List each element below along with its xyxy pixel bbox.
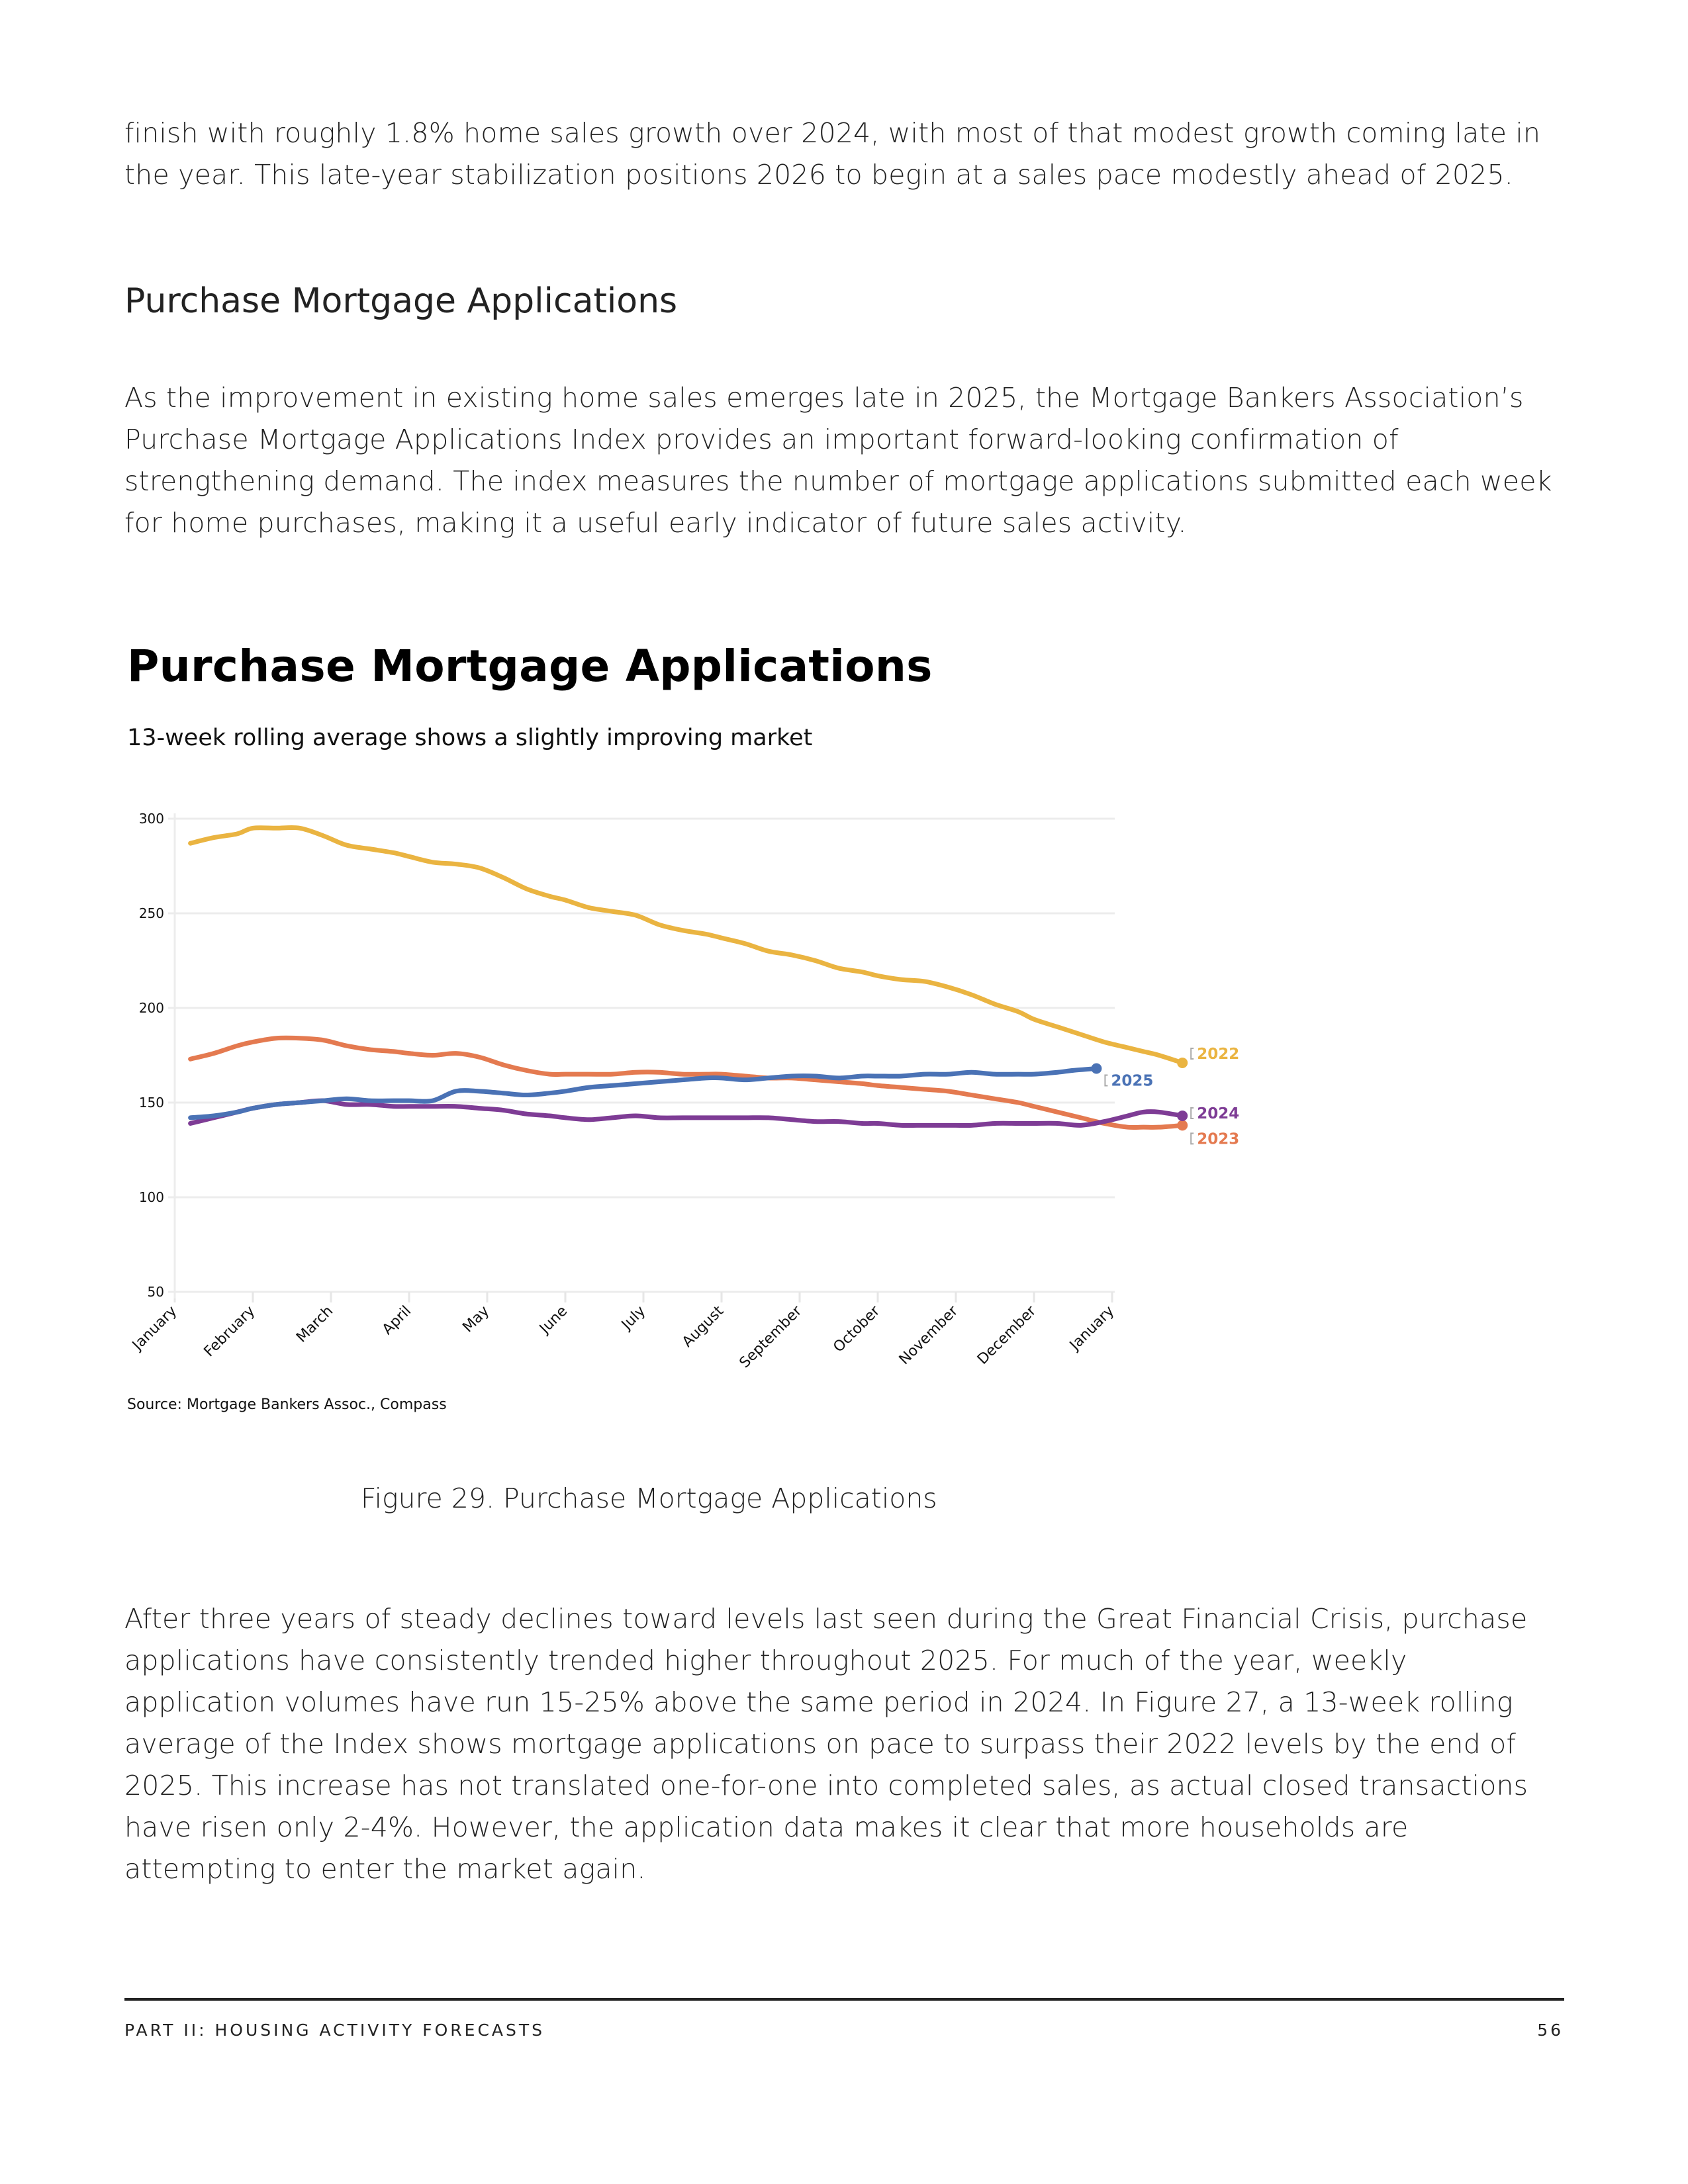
chart-subtitle: 13-week rolling average shows a slightly improving market: [127, 725, 813, 751]
label-connector: [1105, 1075, 1107, 1086]
x-tick-label: July: [618, 1302, 649, 1334]
x-tick-label: October: [830, 1302, 884, 1356]
y-tick-label: 50: [147, 1284, 164, 1300]
y-tick-label: 150: [138, 1095, 164, 1111]
x-tick-label: November: [896, 1302, 962, 1369]
label-connector: [1191, 1133, 1194, 1144]
series-line-2022: [191, 827, 1183, 1062]
series-label-2025: 2025: [1111, 1072, 1154, 1090]
series-endpoint-2022: [1177, 1058, 1188, 1068]
x-tick-label: May: [459, 1302, 493, 1336]
series: [191, 827, 1188, 1130]
closing-paragraph: After three years of steady declines toward levels last seen during the Great Financial Crisis, purchase applications have consistently trended higher throughout 2025. For much of the year, weekly application volumes have run 15-25% above the same period in 2024. In Figure 27, a 13-week rolling average of the Index shows mortgage applications on pace to surpass their 2022 levels by the end of 2025. This increase has not translated one-for-one into completed sales, as actual closed transactions have risen only 2-4%. However, the application data makes it clear that more households are attempting to enter the market again.: [124, 1603, 1528, 1885]
label-connector: [1191, 1108, 1194, 1118]
y-tick-label: 300: [138, 811, 164, 827]
series-label-2023: 2023: [1197, 1130, 1240, 1148]
series-endpoint-2024: [1177, 1111, 1188, 1121]
gridlines: [168, 819, 1115, 1292]
x-tick-label: April: [379, 1302, 415, 1338]
y-tick-label: 250: [138, 905, 164, 921]
y-tick-label: 200: [138, 1000, 164, 1016]
x-tick-label: February: [201, 1302, 259, 1361]
series-label-2024: 2024: [1197, 1105, 1240, 1123]
x-tick-label: June: [536, 1302, 571, 1338]
x-tick-label: January: [1066, 1302, 1118, 1354]
x-tick-label: August: [679, 1302, 727, 1351]
footer-section-title: PART II: HOUSING ACTIVITY FORECASTS: [124, 2021, 545, 2040]
x-tick-label: December: [974, 1302, 1040, 1368]
chart-title: Purchase Mortgage Applications: [127, 641, 933, 692]
label-connector: [1191, 1048, 1194, 1059]
footer-divider: [124, 1998, 1564, 2001]
x-axis: [128, 1292, 1117, 1371]
figure-caption: Figure 29. Purchase Mortgage Applications: [361, 1482, 937, 1514]
y-axis: [139, 811, 175, 1300]
series-label-2022: 2022: [1197, 1045, 1240, 1063]
series-endpoint-2025: [1091, 1064, 1102, 1074]
x-tick-label: January: [129, 1302, 181, 1354]
chart-source: Source: Mortgage Bankers Assoc., Compass: [127, 1396, 447, 1413]
series-line-2023: [191, 1038, 1183, 1127]
section-heading: Purchase Mortgage Applications: [124, 281, 678, 321]
intro-paragraph: finish with roughly 1.8% home sales growth over 2024, with most of that modest growth coming late in the year. This late-year stabilization positions 2026 to begin at a sales pace modestly ahead of 2025.: [124, 117, 1541, 191]
page-number: 56: [1537, 2021, 1564, 2040]
section-paragraph: As the improvement in existing home sales emerges late in 2025, the Mortgage Bankers Association’s Purchase Mortgage Applications Index provides an important forward-looking confirmation of strengthening demand. The index measures the number of mortgage applications submitted each week for home purchases, making it a useful early indicator of future sales activity.: [124, 382, 1552, 539]
series-endpoint-2023: [1177, 1120, 1188, 1130]
x-tick-label: March: [293, 1302, 337, 1346]
y-tick-label: 100: [138, 1189, 164, 1205]
x-tick-label: September: [736, 1302, 806, 1372]
